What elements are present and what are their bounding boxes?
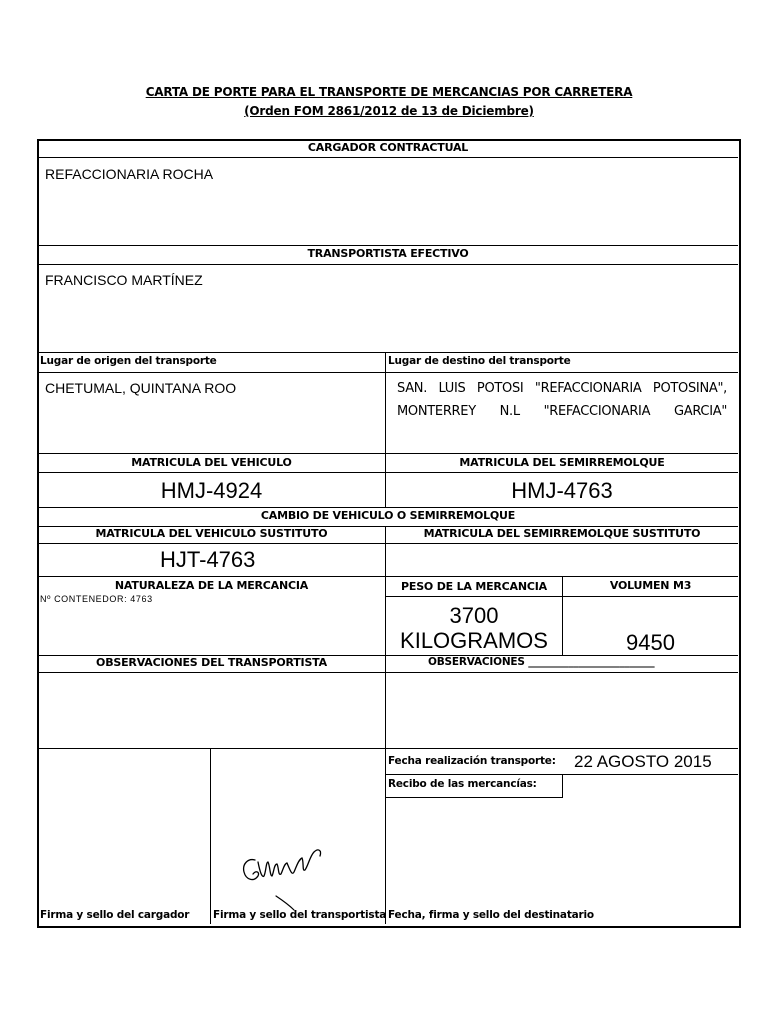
- destino-value: SAN. LUIS POTOSI "REFACCIONARIA POTOSINA", MONTERREY N.L "REFACCIONARIA GARCIA": [397, 381, 727, 419]
- cargador-header: CARGADOR CONTRACTUAL: [307, 141, 469, 154]
- firma-transportista-label: Firma y sello del transportista: [213, 909, 387, 921]
- matricula-vehiculo-value: HMJ-4924: [160, 478, 263, 503]
- naturaleza-value: Nº CONTENEDOR: 4763: [40, 594, 153, 604]
- volumen-header: VOLUMEN M3: [609, 579, 692, 592]
- peso-value-unit: KILOGRAMOS: [400, 628, 548, 653]
- destino-label: Lugar de destino del transporte: [388, 355, 571, 367]
- matricula-semirremolque-header: MATRICULA DEL SEMIRREMOLQUE: [459, 456, 665, 469]
- matricula-semirremolque-value: HMJ-4763: [511, 478, 613, 503]
- vehiculo-sustituto-value: HJT-4763: [160, 547, 256, 572]
- volumen-value: 9450: [626, 630, 675, 655]
- semirremolque-sustituto-header: MATRICULA DEL SEMIRREMOLQUE SUSTITUTO: [423, 527, 701, 540]
- matricula-vehiculo-header: MATRICULA DEL VEHICULO: [131, 456, 292, 469]
- origen-value: CHETUMAL, QUINTANA ROO: [45, 380, 237, 396]
- vehiculo-sustituto-header: MATRICULA DEL VEHICULO SUSTITUTO: [95, 527, 328, 540]
- cargador-value: REFACCIONARIA ROCHA: [45, 166, 214, 182]
- firma-cargador-label: Firma y sello del cargador: [40, 909, 190, 921]
- fecha-realizacion-label: Fecha realización transporte:: [388, 755, 556, 767]
- origen-label: Lugar de origen del transporte: [40, 355, 217, 367]
- recibo-label: Recibo de las mercancías:: [388, 778, 537, 790]
- transportista-value: FRANCISCO MARTÍNEZ: [45, 272, 203, 288]
- cambio-header: CAMBIO DE VEHICULO O SEMIRREMOLQUE: [260, 509, 516, 522]
- transportista-header: TRANSPORTISTA EFECTIVO: [307, 247, 469, 260]
- document-title: CARTA DE PORTE PARA EL TRANSPORTE DE MERCANCIAS POR CARRETERA: [145, 85, 633, 99]
- document-subtitle: (Orden FOM 2861/2012 de 13 de Diciembre): [244, 104, 534, 118]
- signature-image: [236, 846, 336, 912]
- peso-value-number: 3700: [449, 603, 499, 628]
- peso-header: PESO DE LA MERCANCIA: [401, 580, 547, 593]
- observaciones-transportista-header: OBSERVACIONES DEL TRANSPORTISTA: [96, 656, 327, 669]
- observaciones-header: OBSERVACIONES _________________________: [428, 656, 655, 668]
- firma-destinatario-label: Fecha, firma y sello del destinatario: [388, 909, 594, 921]
- fecha-realizacion-value: 22 AGOSTO 2015: [574, 752, 712, 771]
- naturaleza-header: NATURALEZA DE LA MERCANCIA: [114, 579, 309, 592]
